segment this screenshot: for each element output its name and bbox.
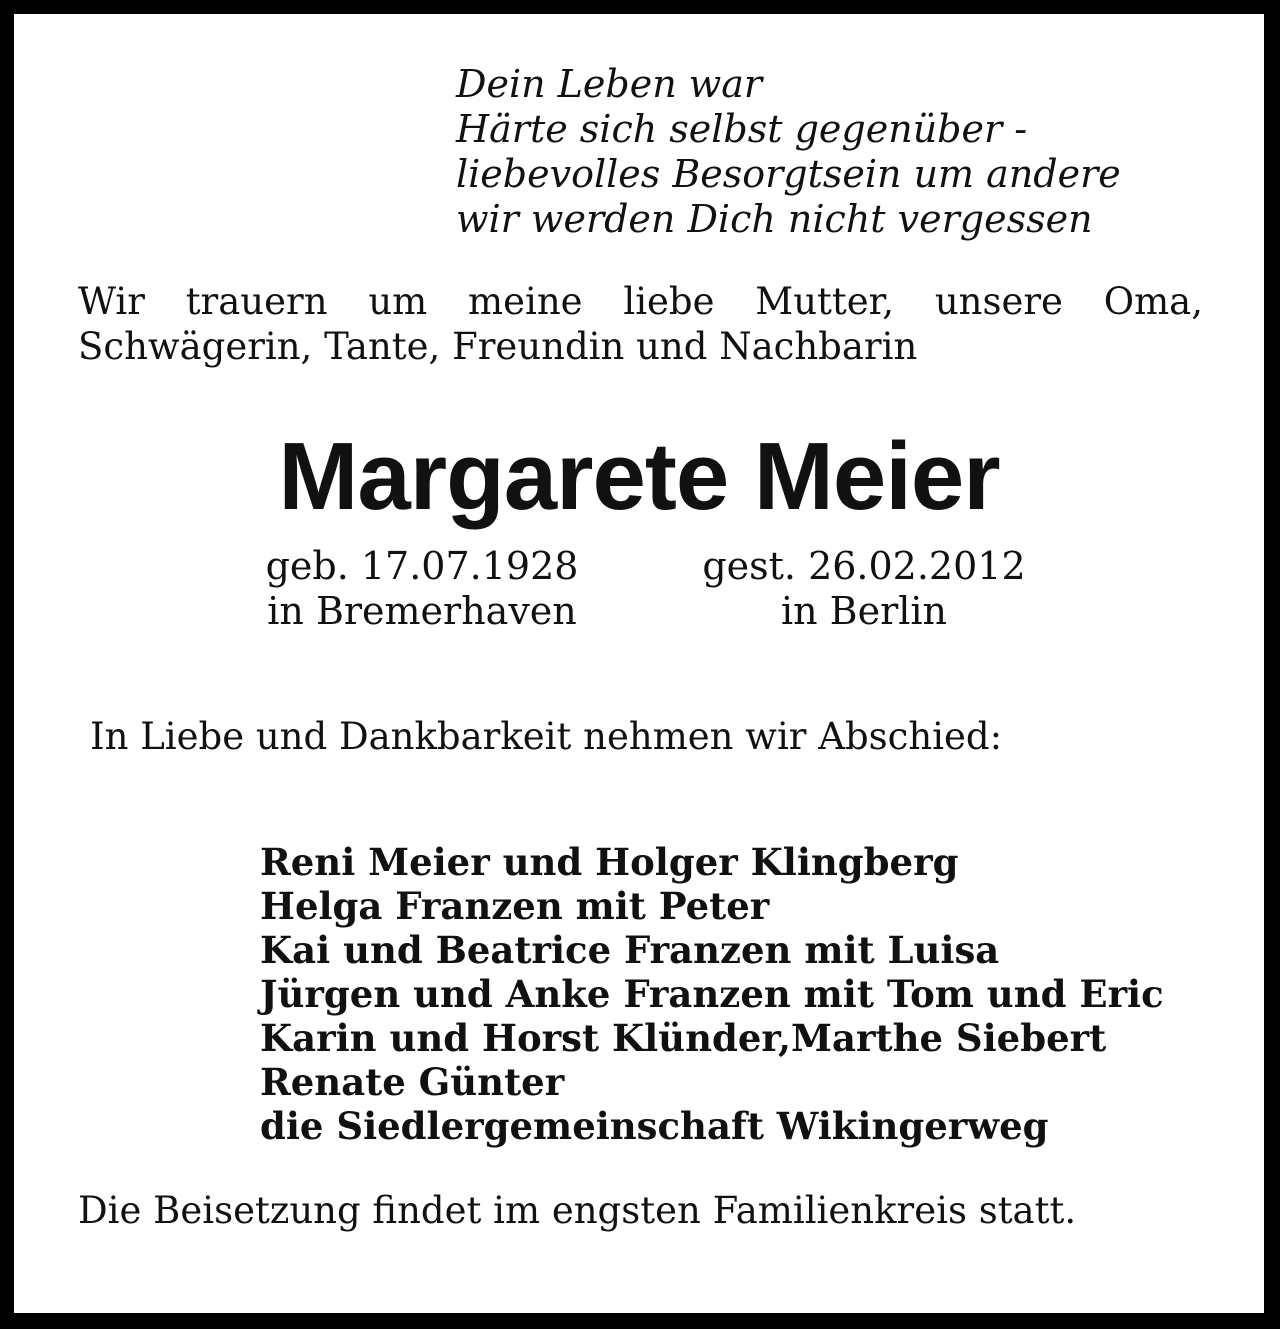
poem-line: wir werden Dich nicht vergessen: [456, 197, 1093, 241]
farewell-line: In Liebe und Dankbarkeit nehmen wir Abschied:: [90, 715, 1003, 758]
mourner-entry: Kai und Beatrice Franzen mit Luisa: [260, 928, 1000, 972]
deceased-name: Margarete Meier: [278, 423, 1000, 530]
birth-date: geb. 17.07.1928: [265, 544, 579, 588]
mourner-entry: Reni Meier und Holger Klingberg: [260, 840, 959, 884]
death-info: [694, 544, 1034, 634]
birth-place: in Bremerhaven: [267, 589, 577, 633]
mourner-entry: Jürgen und Anke Franzen mit Tom und Eric: [260, 972, 1164, 1016]
mourners-list: [260, 840, 1164, 1148]
mourner-entry: die Siedlergemeinschaft Wikingerweg: [260, 1104, 1049, 1148]
death-date: gest. 26.02.2012: [702, 544, 1026, 588]
mourner-entry: Renate Günter: [260, 1060, 565, 1104]
poem-line: Dein Leben war: [456, 62, 763, 106]
mourning-intro: [78, 279, 1203, 369]
intro-line-2: Schwägerin, Tante, Freundin und Nachbarin: [78, 325, 918, 368]
death-place: in Berlin: [780, 589, 948, 633]
birth-info: [252, 544, 592, 634]
poem: [456, 62, 1121, 242]
obituary-notice: [14, 14, 1264, 1313]
mourner-entry: Helga Franzen mit Peter: [260, 884, 770, 928]
burial-note: Die Beisetzung findet im engsten Familienkreis statt.: [78, 1189, 1077, 1232]
poem-line: Härte sich selbst gegenüber -: [456, 107, 1028, 151]
intro-line-1: Wir trauern um meine liebe Mutter, unsere Oma,: [78, 280, 1203, 323]
mourner-entry: Karin und Horst Klünder,Marthe Siebert: [260, 1016, 1107, 1060]
poem-line: liebevolles Besorgtsein um andere: [456, 152, 1121, 196]
